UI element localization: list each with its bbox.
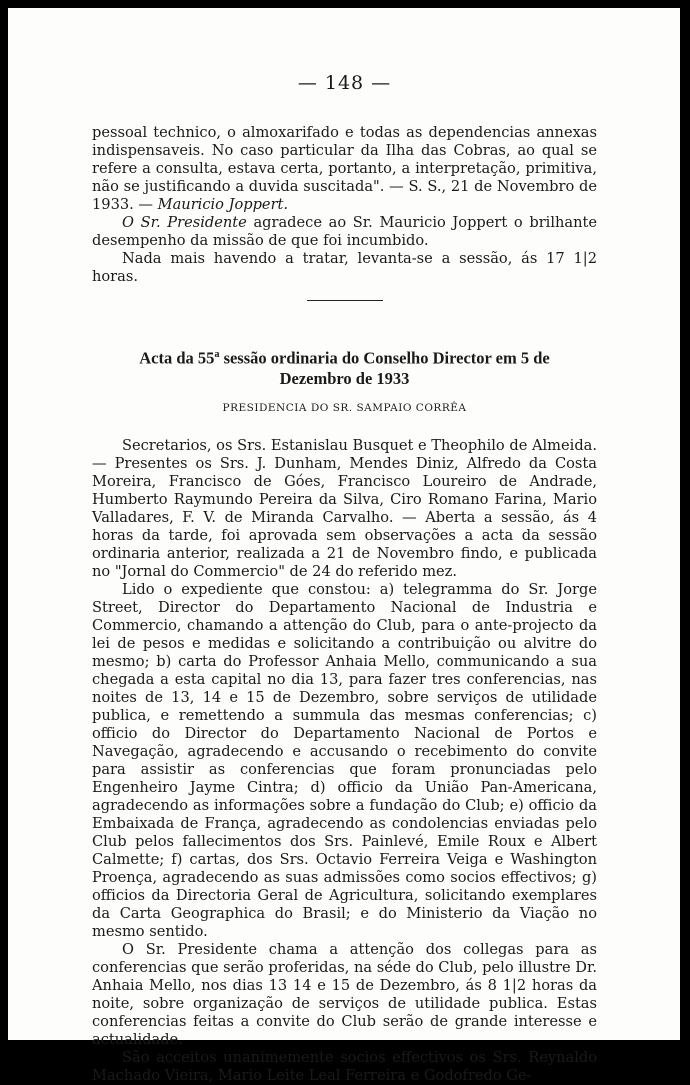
title-line1-pre: Acta da 55 (139, 348, 215, 368)
quote-text: pessoal technico, o almoxarifado e todas as dependencias annexas indispensaveis. No caso particular da Ilha das Cobras, ao qual se refere a consulta, estava certa, portanto, a interpretação, primitiva, não se justificando a duvida suscitada". — S. S., 21 de Novembro de 1933. — (92, 124, 597, 213)
title-superscript: a (214, 349, 220, 360)
minutes-paragraph-members: São acceitos unanimemente socios effectivos os Srs. Reynaldo Machado Vieira, Mario Leite Leal Ferreira e Godofredo Ge- (92, 1048, 597, 1084)
quote-paragraph (92, 124, 597, 214)
section-divider (307, 300, 383, 301)
presidency-line: PRESIDENCIA DO SR. SAMPAIO CORRÊA (222, 401, 467, 414)
closing-paragraph: Nada mais havendo a tratar, levanta-se a sessão, ás 17 1|2 horas. (92, 250, 597, 285)
thanks-paragraph (92, 214, 597, 250)
minutes-paragraph-correspondence: Lido o expediente que constou: a) telegramma do Sr. Jorge Street, Director do Departamento Nacional de Industria e Commercio, chamando a attenção do Club, para o ante-projecto da lei de pesos e medidas e solicitando a contribuição ou alvitre do mesmo; b) carta do Professor Anhaia Mello, communicando a sua chegada a esta capital no dia 13, para fazer tres conferencias, nas noites de 13, 14 e 15 de Dezembro, sobre serviços de utilidade publica, e remettendo a summula das mesmas conferencias; c) officio do Director do Departamento Nacional de Portos e Navegação, agradecendo e accusando o recebimento do convite para assistir as conferencias que foram pronunciadas pelo Engenheiro Jayme Cintra; d) officio da União Pan-Americana, agradecendo as informações sobre a fundação do Club; e) officio da Embaixada de França, agradecendo as condolencias enviadas pelo Club pelos fallecimentos dos Srs. Painlevé, Emile Roux e Albert Calmette; f) cartas, dos Srs. Octavio Ferreira Veiga e Washington Proença, agradecendo as suas admissões como socios effectivos; g) officios da Directoria Geral de Agricultura, solicitando exemplares da Carta Geographica do Brasil; e do Ministerio da Viação no mesmo sentido. (92, 580, 597, 940)
title-line2: Dezembro de 1933 (279, 368, 410, 388)
minutes-paragraph-attendance: Secretarios, os Srs. Estanislau Busquet e Theophilo de Almeida. — Presentes os Srs. J. Dunham, Mendes Diniz, Alfredo da Costa Moreira, Francisco de Góes, Francisco Loureiro de Andrade, Humberto Raymundo Pereira da Silva, Ciro Romano Farina, Mario Valladares, F. V. de Miranda Carvalho. — Aberta a sessão, ás 4 horas da tarde, foi aprovada sem observações a acta da sessão ordinaria anterior, realizada a 21 de Novembro findo, e publicada no "Jornal do Commercio" de 24 do referido mez. (92, 436, 597, 580)
document-page (8, 8, 680, 1084)
thanks-text: agradece ao Sr. Mauricio Joppert o brilhante desempenho da missão de que foi incumbido. (92, 214, 598, 249)
thanks-speaker: O Sr. Presidente (122, 214, 247, 231)
page-number: — 148 — (297, 72, 392, 94)
minutes-title (92, 345, 597, 389)
quote-signature: Mauricio Joppert. (157, 196, 289, 213)
page-content (92, 74, 597, 1085)
title-line1-post: sessão ordinaria do Conselho Director em 5 de (219, 348, 550, 368)
minutes-paragraph-conferences: O Sr. Presidente chama a attenção dos collegas para as conferencias que serão proferidas, na séde do Club, pelo illustre Dr. Anhaia Mello, nos dias 13 14 e 15 de Dezembro, ás 8 1|2 horas da noite, sobre organização de serviços de utilidade publica. Estas conferencias feitas a convite do Club serão de grande interesse e actualidade. (92, 940, 597, 1048)
